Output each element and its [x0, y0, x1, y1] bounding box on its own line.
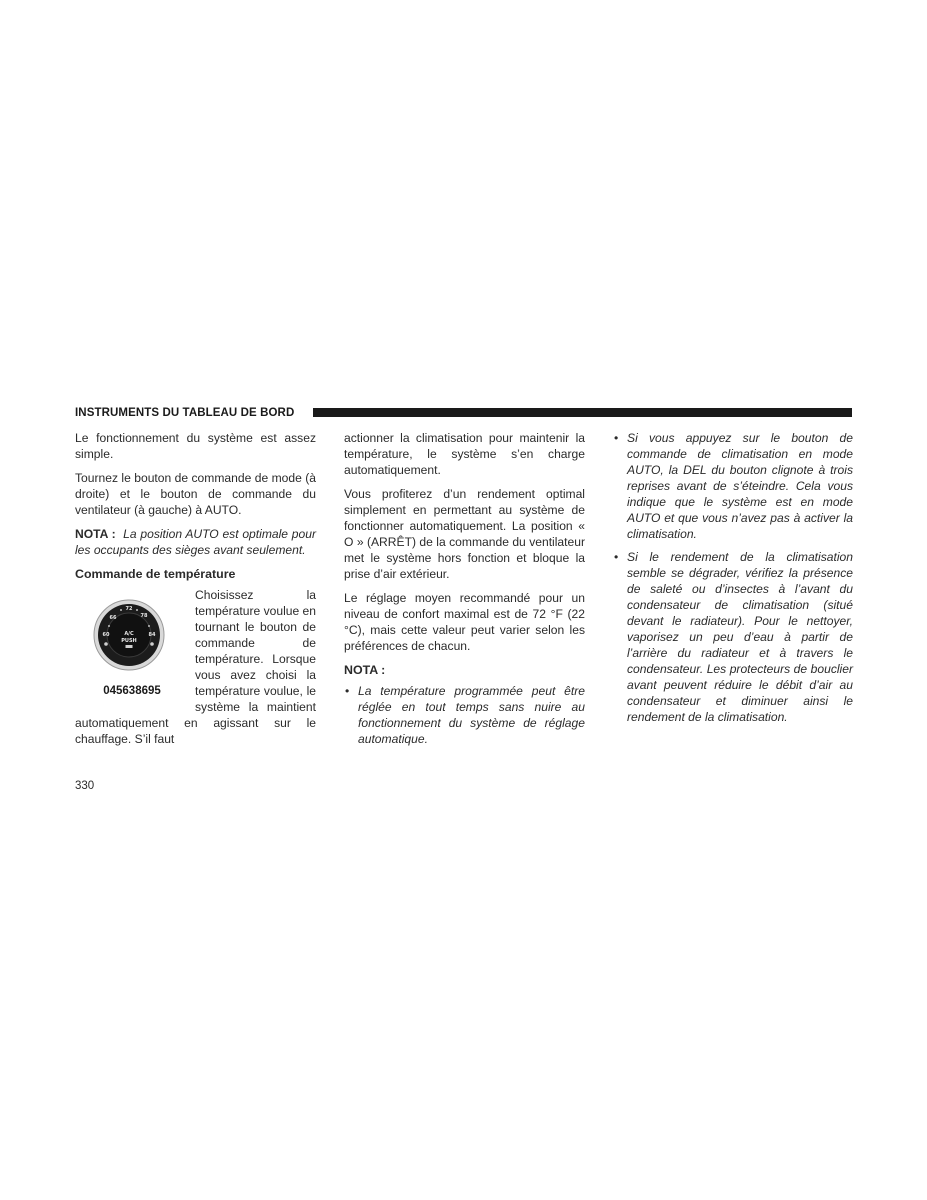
subheading: Commande de température	[75, 567, 236, 581]
paragraph: Choisissez la température voulue en tournant le bouton de commande de température. Lorsque vous avez choisi la température voulue, le système la maintient automatiquement en agissant sur le chauffage. S’il faut	[75, 588, 317, 746]
column-3	[613, 430, 853, 732]
note-text: La position AUTO est optimale pour les occupants des sièges avant seulement.	[75, 527, 316, 557]
list-item: • Si le rendement de la climatisation semble se dégrader, vérifiez la présence de saleté ou d’insectes à l’avant du condensateur de climatisation (situé devant le radiateur). Pour le nettoyer, vaporisez un peu d’eau à partir de l’arrière du radiateur et à travers le condensateur. Les protecteurs de bouclier avant peuvent réduire le débit d’air au condensateur et diminuer ainsi le rendement de la climatisation.	[613, 549, 853, 725]
note	[75, 526, 316, 558]
paragraph: Vous profiterez d’un rendement optimal simplement en permettant au système de fonctionner automatiquement. La position « O » (ARRÊT) de la commande du ventilateur met le système hors fonction et bloque la prise d’air extérieur.	[344, 487, 585, 581]
temperature-knob-icon	[93, 599, 165, 671]
paragraph: Tournez le bouton de commande de mode (à droite) et le bouton de commande du ventilateur (à gauche) à AUTO.	[75, 471, 316, 517]
figure-caption: 045638695	[103, 685, 161, 697]
knob-center-label: A/C	[124, 631, 134, 637]
temperature-knob-figure	[75, 589, 189, 707]
scale-label: 84	[148, 632, 156, 638]
paragraph: Le fonctionnement du système est assez simple.	[75, 431, 316, 461]
column-2	[344, 430, 585, 754]
note-label: NOTA :	[75, 527, 116, 541]
header-rule	[313, 408, 852, 417]
scale-label: 78	[140, 613, 148, 619]
led-indicator	[126, 645, 133, 648]
list-item: • Si vous appuyez sur le bouton de commande de climatisation en mode AUTO, la DEL du bouton clignote à trois reprises avant de s’éteindre. Cela vous indique que le système est en mode AUTO et que vous n’avez pas à activer la climatisation.	[613, 430, 853, 542]
section-header	[75, 406, 852, 420]
scale-label: 60	[102, 632, 110, 638]
paragraph: Le réglage moyen recommandé pour un niveau de confort maximal est de 72 °F (22 °C), mais cette valeur peut varier selon les préférences de chacun.	[344, 591, 585, 653]
note-heading: NOTA :	[344, 663, 386, 677]
scale-label: 72	[125, 606, 133, 612]
paragraph: actionner la climatisation pour maintenir la température, le système s’en charge automatiquement.	[344, 431, 585, 477]
column-1	[75, 430, 316, 755]
knob-center-label: PUSH	[121, 638, 137, 644]
note-list	[344, 683, 585, 747]
scale-label: 66	[109, 615, 117, 621]
section-title: INSTRUMENTS DU TABLEAU DE BORD	[75, 407, 295, 419]
list-item: • La température programmée peut être réglée en tout temps sans nuire au fonctionnement du système de réglage automatique.	[344, 683, 585, 747]
note-list	[613, 430, 853, 725]
page-number: 330	[75, 780, 95, 792]
